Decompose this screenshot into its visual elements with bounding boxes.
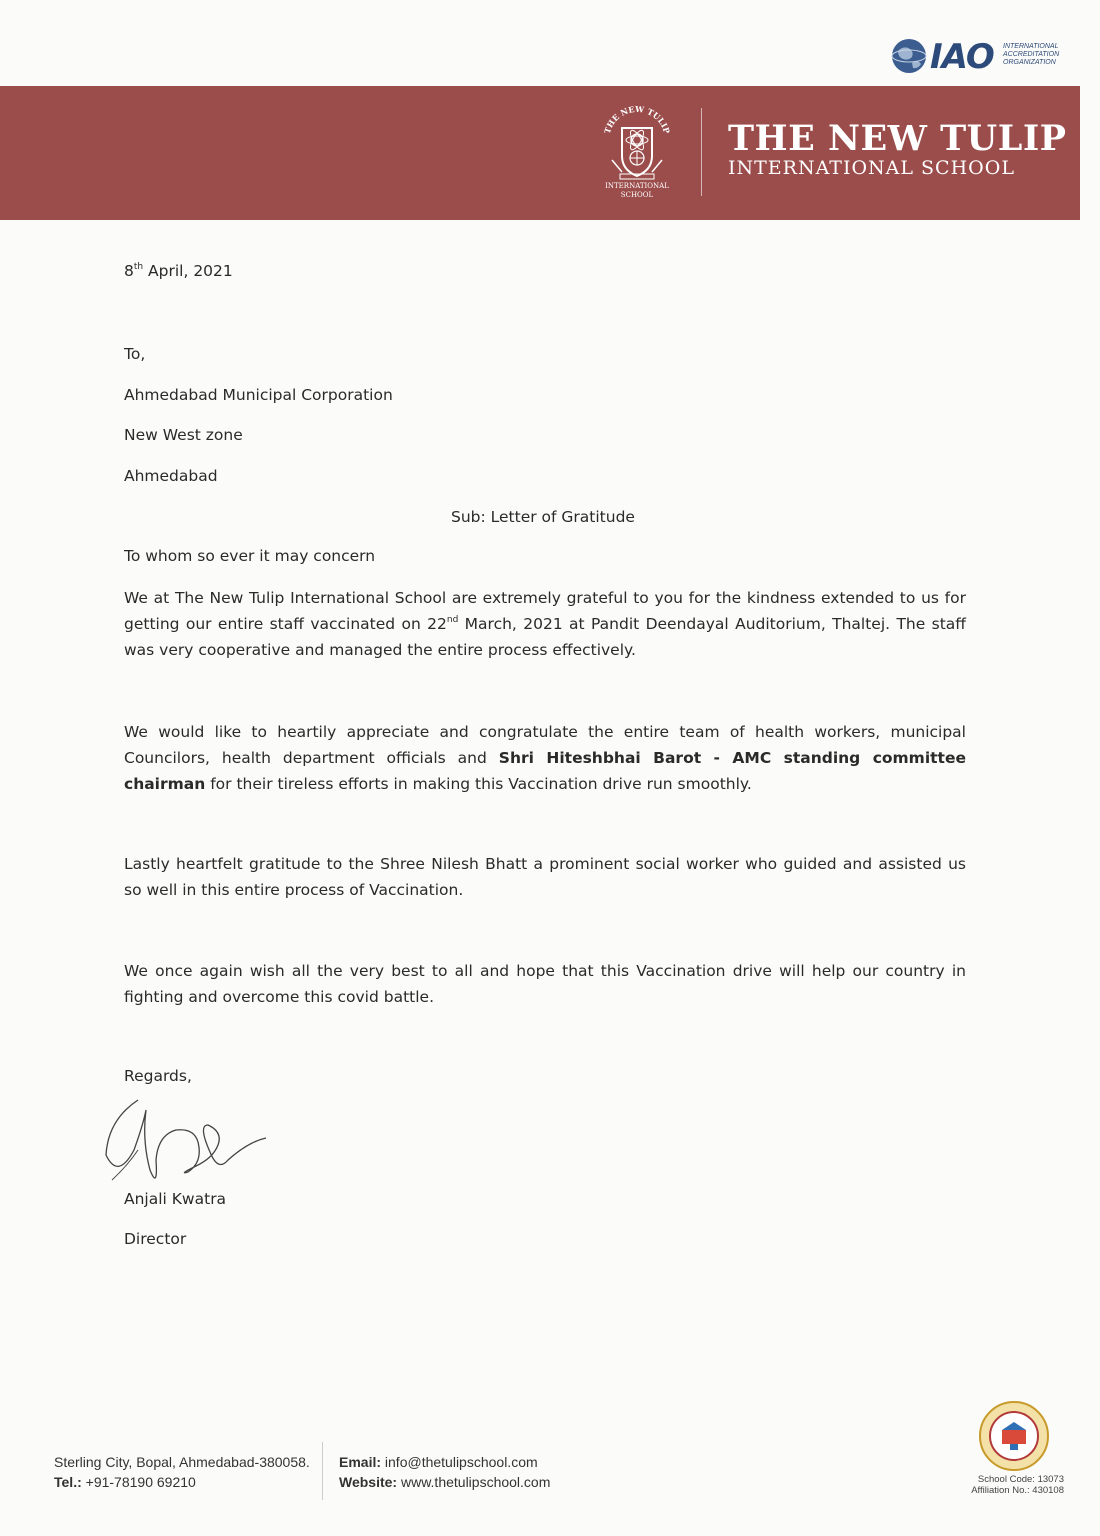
- recipient-line: New West zone: [124, 426, 243, 444]
- footer-address: Sterling City, Bopal, Ahmedabad-380058. Tel.: +91-78190 69210: [54, 1454, 310, 1490]
- school-subtitle: INTERNATIONAL SCHOOL: [728, 157, 1015, 179]
- letter-date: 8th April, 2021: [124, 262, 233, 280]
- footer-contact: Email: info@thetulipschool.com Website: www.thetulipschool.com: [339, 1454, 551, 1490]
- board-seal-icon: [978, 1400, 1050, 1472]
- recipient-line: Ahmedabad Municipal Corporation: [124, 386, 393, 404]
- iao-wordmark: IAO: [930, 37, 994, 77]
- signature-mark: [98, 1080, 278, 1195]
- svg-text:SCHOOL: SCHOOL: [620, 191, 654, 199]
- body-paragraph: We at The New Tulip International School are extremely grateful to you for the kindness extended to us for getting our entire staff vaccinated on 22nd March, 2021 at Pandit Deendayal Auditorium, Thaltej. The staff was very cooperative and managed the entire process effectively.: [124, 589, 966, 659]
- body-paragraph: Lastly heartfelt gratitude to the Shree Nilesh Bhatt a prominent social worker who guided and assisted us so well in this entire process of Vaccination.: [124, 855, 966, 899]
- salutation-to: To,: [124, 345, 146, 363]
- letter-subject: Sub: Letter of Gratitude: [451, 508, 635, 526]
- closing: Regards,: [124, 1067, 192, 1085]
- body-paragraph: We would like to heartily appreciate and congratulate the entire team of health workers, municipal Councilors, health department officials and Shri Hiteshbhai Barot - AMC standing committee chairman for their tireless efforts in making this Vaccination drive run smoothly.: [124, 723, 966, 793]
- svg-text:THE NEW TULIP: THE NEW TULIP: [601, 103, 673, 135]
- signatory-name: Anjali Kwatra: [124, 1190, 227, 1208]
- school-codes: School Code: 13073 Affiliation No.: 430108: [971, 1474, 1064, 1496]
- school-name: THE NEW TULIP: [728, 118, 1067, 159]
- footer-divider: [322, 1442, 323, 1500]
- recipient-line: Ahmedabad: [124, 467, 218, 485]
- globe-icon: [890, 37, 928, 75]
- svg-text:INTERNATIONAL: INTERNATIONAL: [605, 182, 669, 190]
- header-divider: [701, 108, 702, 196]
- iao-logo: [890, 37, 1060, 77]
- body-paragraph: We once again wish all the very best to all and hope that this Vaccination drive will help our country in fighting and overcome this covid battle.: [124, 962, 966, 1006]
- signatory-title: Director: [124, 1230, 187, 1248]
- iao-subtitle: INTERNATIONAL ACCREDITATION ORGANIZATION: [1003, 43, 1060, 66]
- letter-greeting: To whom so ever it may concern: [124, 547, 376, 565]
- school-crest-icon: [592, 100, 682, 200]
